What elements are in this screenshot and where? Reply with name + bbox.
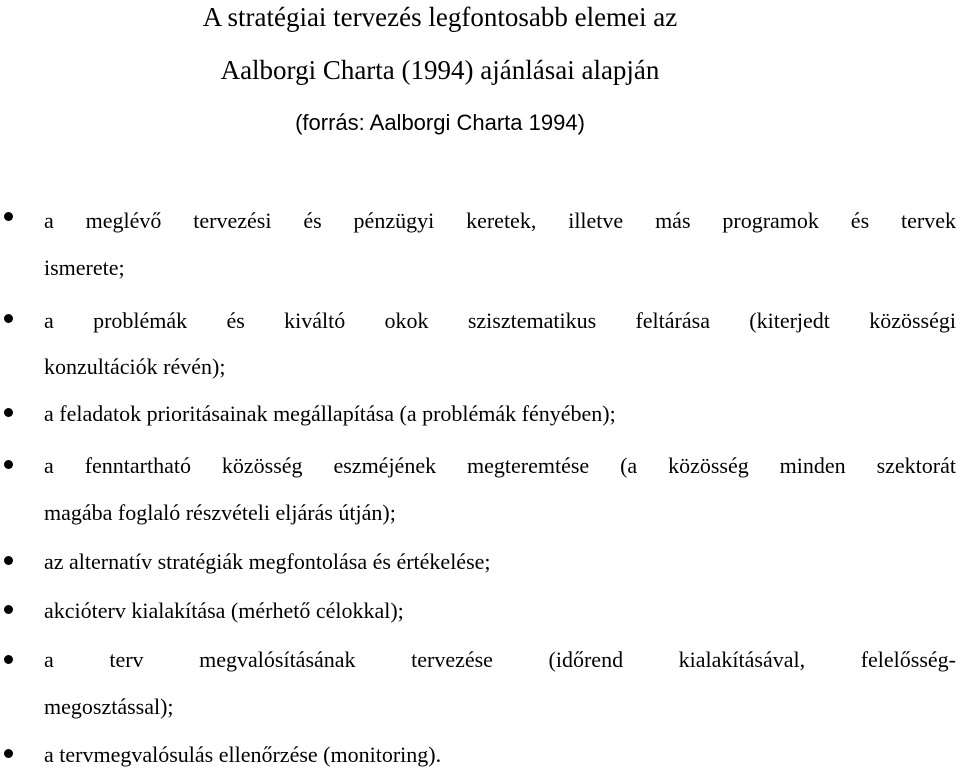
bullet-icon	[4, 556, 13, 565]
list-item-line: az alternatív stratégiák megfontolása és értékelése;	[44, 550, 491, 574]
list-item-line: a terv megvalósításának tervezése (időrend kialakításával, felelősség-	[44, 648, 956, 672]
source-note: (forrás: Aalborgi Charta 1994)	[295, 110, 585, 135]
list-item-line: a tervmegvalósulás ellenőrzése (monitoring).	[44, 743, 442, 767]
list-item-line: a meglévő tervezési és pénzügyi keretek, illetve más programok és tervek	[44, 209, 956, 233]
bullet-icon	[4, 655, 13, 664]
bullet-icon	[4, 314, 13, 323]
bullet-icon	[4, 605, 13, 614]
bullet-icon	[4, 460, 13, 469]
title-line-2: Aalborgi Charta (1994) ajánlásai alapján	[220, 55, 660, 85]
bullet-icon	[4, 408, 13, 417]
bullet-icon	[4, 749, 13, 758]
list-item-line: a feladatok prioritásainak megállapítása (a problémák fényében);	[44, 402, 616, 426]
title-line-1: A stratégiai tervezés legfontosabb elemei az	[202, 2, 678, 32]
list-item-line: magába foglaló részvételi eljárás útján);	[44, 501, 396, 525]
list-item-line: a problémák és kiváltó okok szisztematikus feltárása (kiterjedt közösségi	[44, 309, 956, 333]
list-item-line: ismerete;	[44, 256, 125, 280]
list-item-line: akcióterv kialakítása (mérhető célokkal);	[44, 599, 404, 623]
list-item-line: megosztással);	[44, 695, 174, 719]
list-item-line: a fenntartható közösség eszméjének megteremtése (a közösség minden szektorát	[44, 454, 956, 478]
bullet-icon	[4, 212, 13, 221]
list-item-line: konzultációk révén);	[44, 355, 226, 379]
